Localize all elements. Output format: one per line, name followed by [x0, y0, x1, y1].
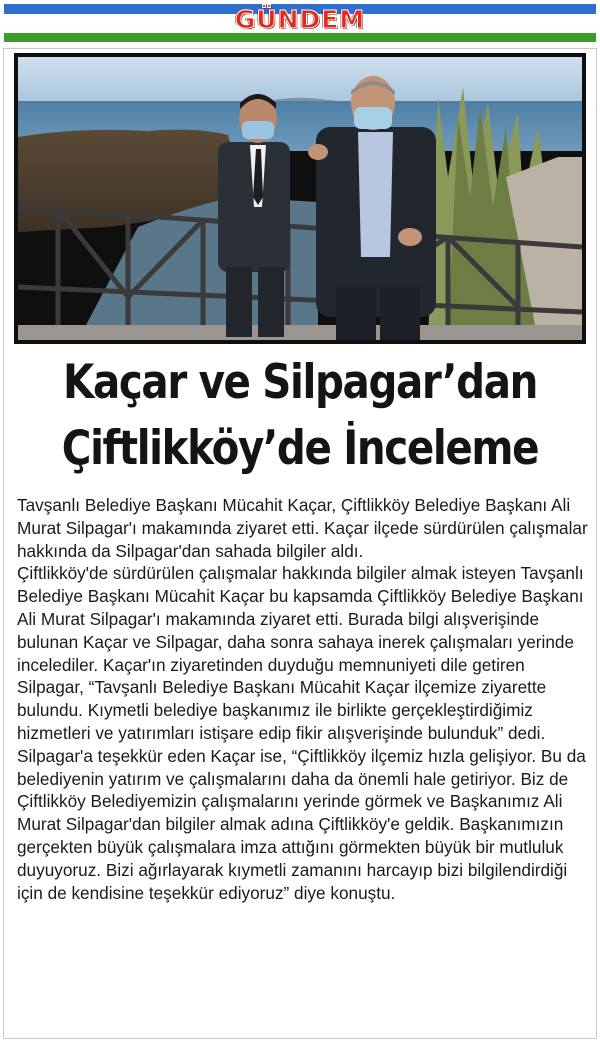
headline-line-2: Çiftlikköy’de İnceleme [61, 421, 539, 476]
photo-illustration [18, 57, 582, 340]
article-paragraph-2: Çiftlikköy'de sürdürülen çalışmalar hakkında bilgiler almak isteyen Tavşanlı Belediye Başkanı Mücahit Kaçar bu kapsamda Çiftlikköy Belediye Başkanı Ali Murat Silpagar'ı makamında ziyaret etti. Burada bilgi alışverişinde bulunan Kaçar ve Silpagar, daha sonra sahaya inerek çalışmaları yerinde incelediler. Kaçar'ın ziyaretinden duyduğu memnuniyeti dile getiren Silpagar, “Tavşanlı Belediye Başkanı Mücahit Kaçar ilçemize ziyarette bulundu. Kıymetli belediye başkanımız ile birlikte gerçekleştirdiğimiz hizmetleri ve yatırımları istişare edip fikir alışverişinde bulunduk” dedi. Silpagar'a teşekkür eden Kaçar ise, “Çiftlikköy ilçemiz hızla gelişiyor. Bu da belediyenin yatırım ve çalışmalarını daha da önemli hale getiriyor. Biz de Çiftlikköy Belediyemizin çalışmalarını yerinde görmek ve Başkanımız Ali Murat Silpagar'dan bilgiler almak adına Çiftlikköy'e geldik. Başkanımızın gerçekten büyük çalışmalara imza attığını görmekten büyük bir mutluluk duyuyoruz. Bizi ağırlayarak kıymetli zamanını harcayıp bizi bilgilendirdiği için de kendisine teşekkür ediyoruz” diye konuştu. [17, 563, 586, 903]
section-label: GÜNDEM [234, 5, 366, 34]
article-paragraph-1: Tavşanlı Belediye Başkanı Mücahit Kaçar, Çiftlikköy Belediye Başkanı Ali Murat Silpagar'ı makamında ziyaret etti. Kaçar ilçede sürdürülen çalışmalar hakkında da Silpagar'dan sahada bilgiler aldı. [17, 495, 588, 561]
article-photo [14, 53, 586, 344]
headline [0, 350, 600, 482]
headline-line-1: Kaçar ve Silpagar’dan [63, 355, 537, 410]
article-body [17, 494, 591, 904]
section-header [4, 4, 596, 42]
